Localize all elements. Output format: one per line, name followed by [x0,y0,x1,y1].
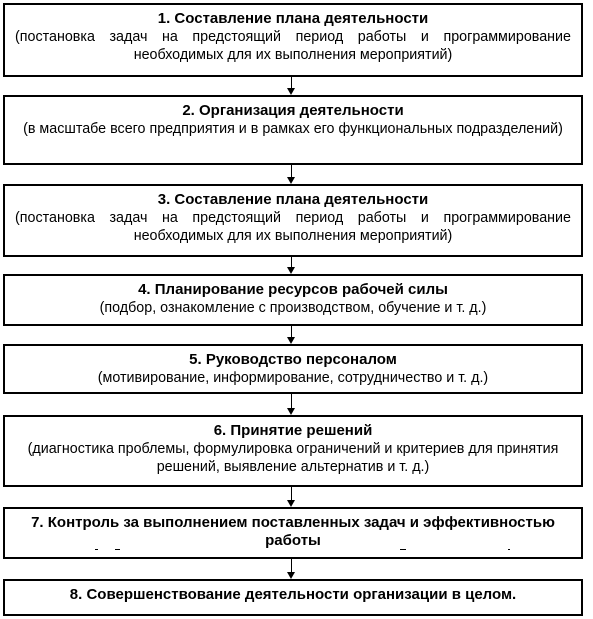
step-box-4 [3,274,583,326]
step-box-2 [3,95,583,165]
step-title-1: 1. Составление плана деятельности [157,10,429,27]
step-box-8 [3,579,583,616]
flow-arrow-4 [287,326,296,344]
step-title-2: 2. Организация деятельности [182,102,404,119]
step-title-8: 8. Совершенствование деятельности организации в целом. [69,586,517,603]
flow-arrow-1 [287,77,296,95]
step-title-5: 5. Руководство персоналом [189,351,397,368]
flow-arrow-6 [287,487,296,507]
step-box-5 [3,344,583,394]
step-box-1 [3,3,583,77]
step-title-4: 4. Планирование ресурсов рабочей силы [138,281,448,298]
scan-artifact-marks [60,549,520,551]
step-box-6 [3,415,583,487]
step-title-6: 6. Принятие решений [213,422,373,439]
step-description-5: (мотивирование, информирование, сотрудничество и т. д.) [97,370,489,386]
step-box-7 [3,507,583,559]
flow-arrow-3 [287,257,296,274]
flow-arrow-7 [287,559,296,579]
flow-arrow-2 [287,165,296,184]
step-description-4: (подбор, ознакомление с производством, обучение и т. д.) [99,300,487,316]
step-description-2: (в масштабе всего предприятия и в рамках его функциональных подразделений) [23,121,563,137]
step-description-1: (постановка задач на предстоящий период работы и программирование необходимых для их выполнения мероприятий) [15,29,571,63]
step-title-3: 3. Составление плана деятельности [157,191,429,208]
flow-arrow-5 [287,394,296,415]
step-box-3 [3,184,583,257]
step-title-7: 7. Контроль за выполнением поставленных задач и эффективностью работы [31,514,555,549]
step-description-3: (постановка задач на предстоящий период работы и программирование необходимых для их выполнения мероприятий) [15,210,571,244]
step-description-6: (диагностика проблемы, формулировка ограничений и критериев для принятия решений, выявление альтернатив и т. д.) [27,441,559,475]
